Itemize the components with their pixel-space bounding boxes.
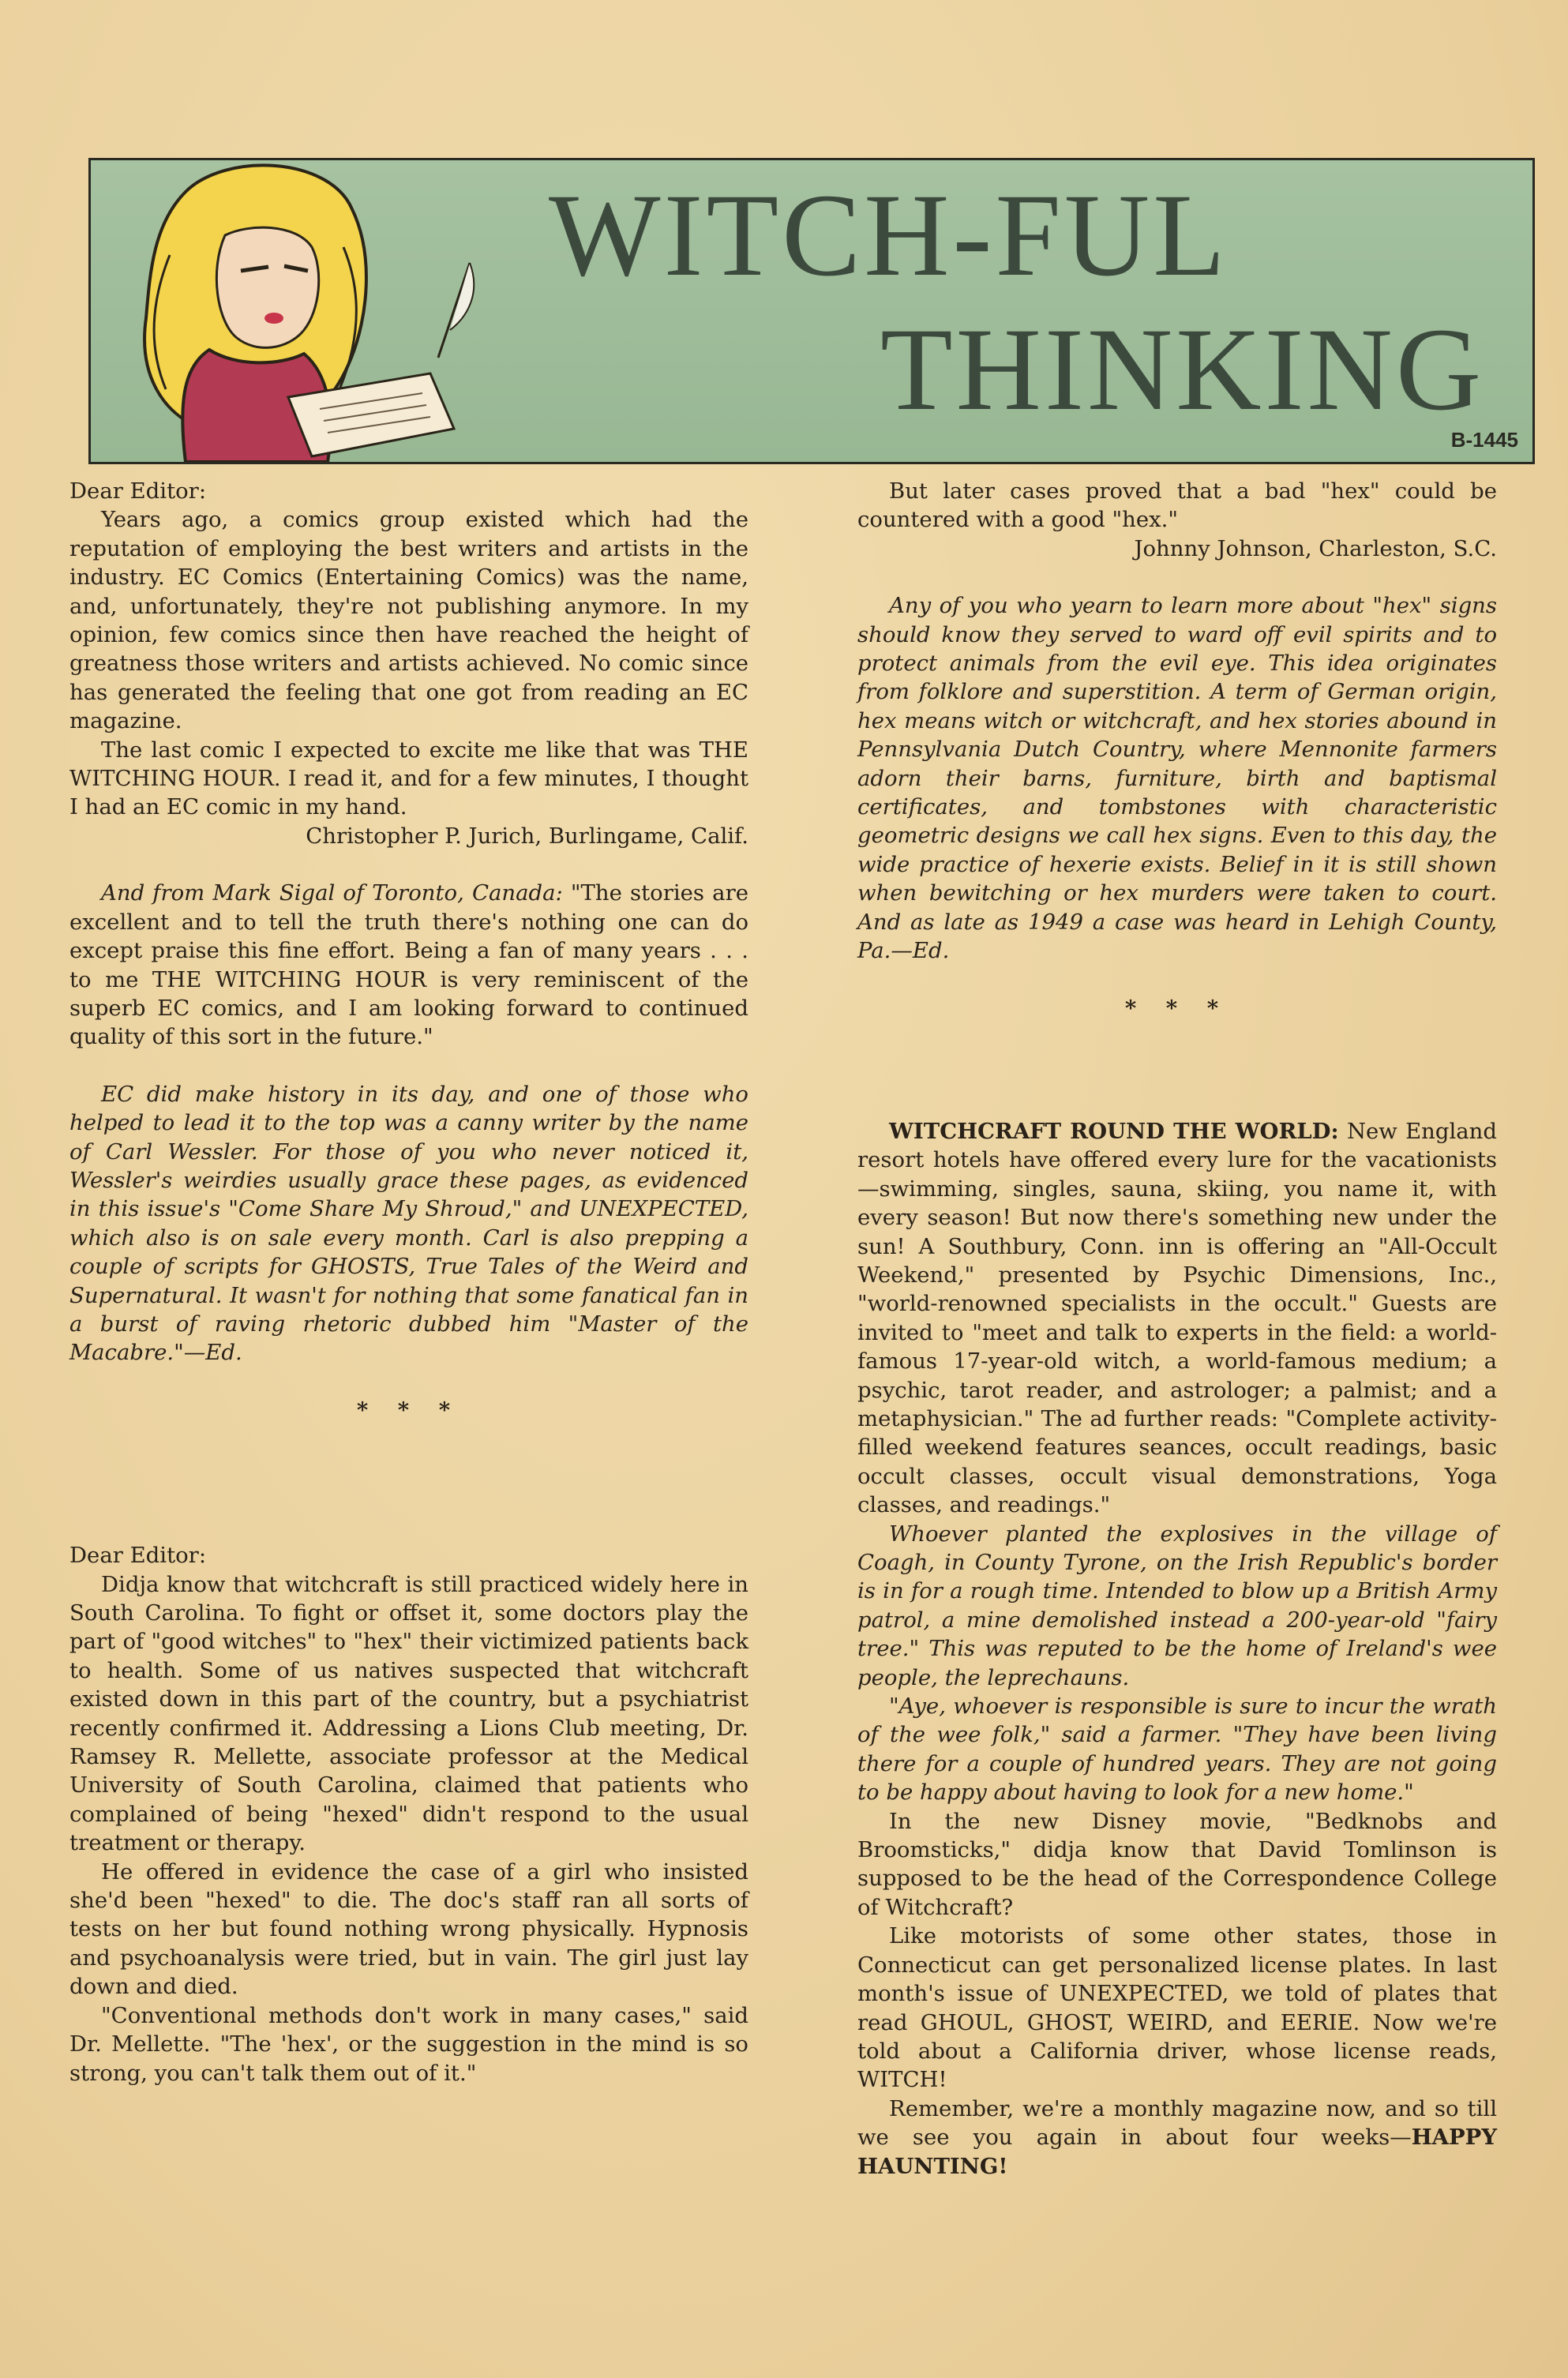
letter2-intro: And from Mark Sigal of Toronto, Canada: xyxy=(101,880,563,906)
letter3-continued: But later cases proved that a bad "hex" could be countered with a good "hex." xyxy=(857,478,1497,533)
letter1-signature: Christopher P. Jurich, Burlingame, Calif. xyxy=(306,823,748,849)
letter3-salutation: Dear Editor: xyxy=(69,1543,207,1569)
letter3-paragraph-2: He offered in evidence the case of a girl who insisted she'd been "hexed" to die. The doc's staff ran all sorts of tests on her but found nothing wrong physically. Hypnosis and psychoanalysis were tried, but in vain. The girl just lay down and died. xyxy=(69,1859,748,2000)
feature-closing: Remember, we're a monthly magazine now, and so till we see you again in about four weeks— xyxy=(857,2095,1497,2151)
letter1-paragraph-2: The last comic I expected to excite me like that was THE WITCHING HOUR. I read it, and for a few minutes, I thought I had an EC comic in my hand. xyxy=(69,737,748,820)
page-title-line-2: THINKING xyxy=(880,304,1485,435)
letter2-body: "The stories are excellent and to tell the truth there's nothing one can do except praise this fine effort. Being a fan of many years . . . to me THE WITCHING HOUR is very reminiscent of the superb EC comics, and I am looking forward to continued quality of this sort in the future." xyxy=(69,880,748,1050)
header-banner xyxy=(88,158,1535,464)
feature-paragraph-4: In the new Disney movie, "Bedknobs and Broomsticks," didja know that David Tomlinson is supposed to be the head of the Correspondence College of Witchcraft? xyxy=(857,1808,1497,1920)
section-divider-2: * * * xyxy=(1124,995,1230,1021)
feature-paragraph-1 xyxy=(857,1117,1497,1520)
witch-illustration xyxy=(91,160,501,462)
left-column xyxy=(69,477,748,2087)
page-code: B-1445 xyxy=(1450,428,1518,452)
feature-paragraph-5: Like motorists of some other states, those in Connecticut can get personalized license plates. In last month's issue of UNEXPECTED, we told of plates that read GHOUL, GHOST, WEIRD, and EERIE. Now we're told about a California driver, whose license reads, WITCH! xyxy=(857,1923,1497,2093)
feature-sign-off: HAPPY HAUNTING! xyxy=(857,2125,1497,2179)
letter2-paragraph xyxy=(69,879,748,1051)
letter1-paragraph-1: Years ago, a comics group existed which had the reputation of employing the best writers and artists in the industry. EC Comics (Entertaining Comics) was the name, and, unfortunately, they're not publishing anymore. In my opinion, few comics since then have reached the height of greatness those writers and artists achieved. No comic since has generated the feeling that one got from reading an EC magazine. xyxy=(69,507,748,734)
letter3-paragraph-1: Didja know that witchcraft is still practiced widely here in South Carolina. To fight or offset it, some doctors play the part of "good witches" to "hex" their victimized patients back to health. Some of us natives suspected that witchcraft existed down in this part of the country, but a psychiatrist recently confirmed it. Addressing a Lions Club meeting, Dr. Ramsey R. Mellette, associate professor at the Medical University of South Carolina, claimed that patients who complained of being "hexed" didn't respond to the usual treatment or therapy. xyxy=(69,1571,748,1856)
letter3-paragraph-3: "Conventional methods don't work in many cases," said Dr. Mellette. "The 'hex', or the suggestion in the mind is so strong, you can't talk them out of it." xyxy=(69,2002,748,2086)
page-title-line-1: WITCH-FUL xyxy=(549,170,1229,301)
feature-lead: WITCHCRAFT ROUND THE WORLD: xyxy=(889,1118,1339,1144)
right-column xyxy=(857,477,1497,2181)
feature-paragraph-2: Whoever planted the explosives in the village of Coagh, in County Tyrone, on the Irish Republic's border is in for a rough time. Intended to blow up a British Army patrol, a mine demolished instead a 200-year-old "fairy tree." This was reputed to be the home of Ireland's wee people, the leprechauns. xyxy=(857,1521,1497,1690)
feature-body-1: New England resort hotels have offered every lure for the vacationists—swimming, singles, sauna, skiing, you name it, with every season! But now there's something new under the sun! A Southbury, Conn. inn is offering an "All-Occult Weekend," presented by Psychic Dimensions, Inc., "world-renowned specialists in the occult." Guests are invited to "meet and talk to experts in the field: a world-famous 17-year-old witch, a world-famous medium; a psychic, tarot reader, and astrologer; a palmist; and a metaphysician." The ad further reads: "Complete activity-filled weekend features seances, occult readings, basic occult classes, occult visual demonstrations, Yoga classes, and readings." xyxy=(857,1118,1497,1518)
section-divider-1: * * * xyxy=(356,1397,462,1423)
feature-paragraph-3: "Aye, whoever is responsible is sure to incur the wrath of the wee folk," said a farmer. "They have been living there for a couple of hundred years. They are not going to be happy about having to look for a new home." xyxy=(857,1693,1497,1806)
feature-paragraph-6 xyxy=(857,2095,1497,2181)
editor-reply-2: Any of you who yearn to learn more about "hex" signs should know they served to ward off evil spirits and to protect animals from the evil eye. This idea originates from folklore and superstition. A term of German origin, hex means witch or witchcraft, and hex stories abound in Pennsylvania Dutch Country, where Mennonite farmers adorn their barns, furniture, birth and baptismal certificates, and tombstones with characteristic geometric designs we call hex signs. Even to this day, the wide practice of hexerie exists. Belief in it is still shown when bewitching or hex murders were taken to court. And as late as 1949 a case was heard in Lehigh County, Pa.—Ed. xyxy=(857,593,1497,964)
letter3-signature: Johnny Johnson, Charleston, S.C. xyxy=(1134,535,1497,561)
editor-reply-1: EC did make history in its day, and one of those who helped to lead it to the top was a canny writer by the name of Carl Wessler. For those of you who never noticed it, Wessler's weirdies usually grace these pages, as evidenced in this issue's "Come Share My Shroud," and UNEXPECTED, which also is on sale every month. Carl is also prepping a couple of scripts for GHOSTS, True Tales of the Weird and Supernatural. It wasn't for nothing that some fanatical fan in a burst of raving rhetoric dubbed him "Master of the Macabre."—Ed. xyxy=(69,1081,748,1366)
letter1-salutation: Dear Editor: xyxy=(69,478,207,504)
